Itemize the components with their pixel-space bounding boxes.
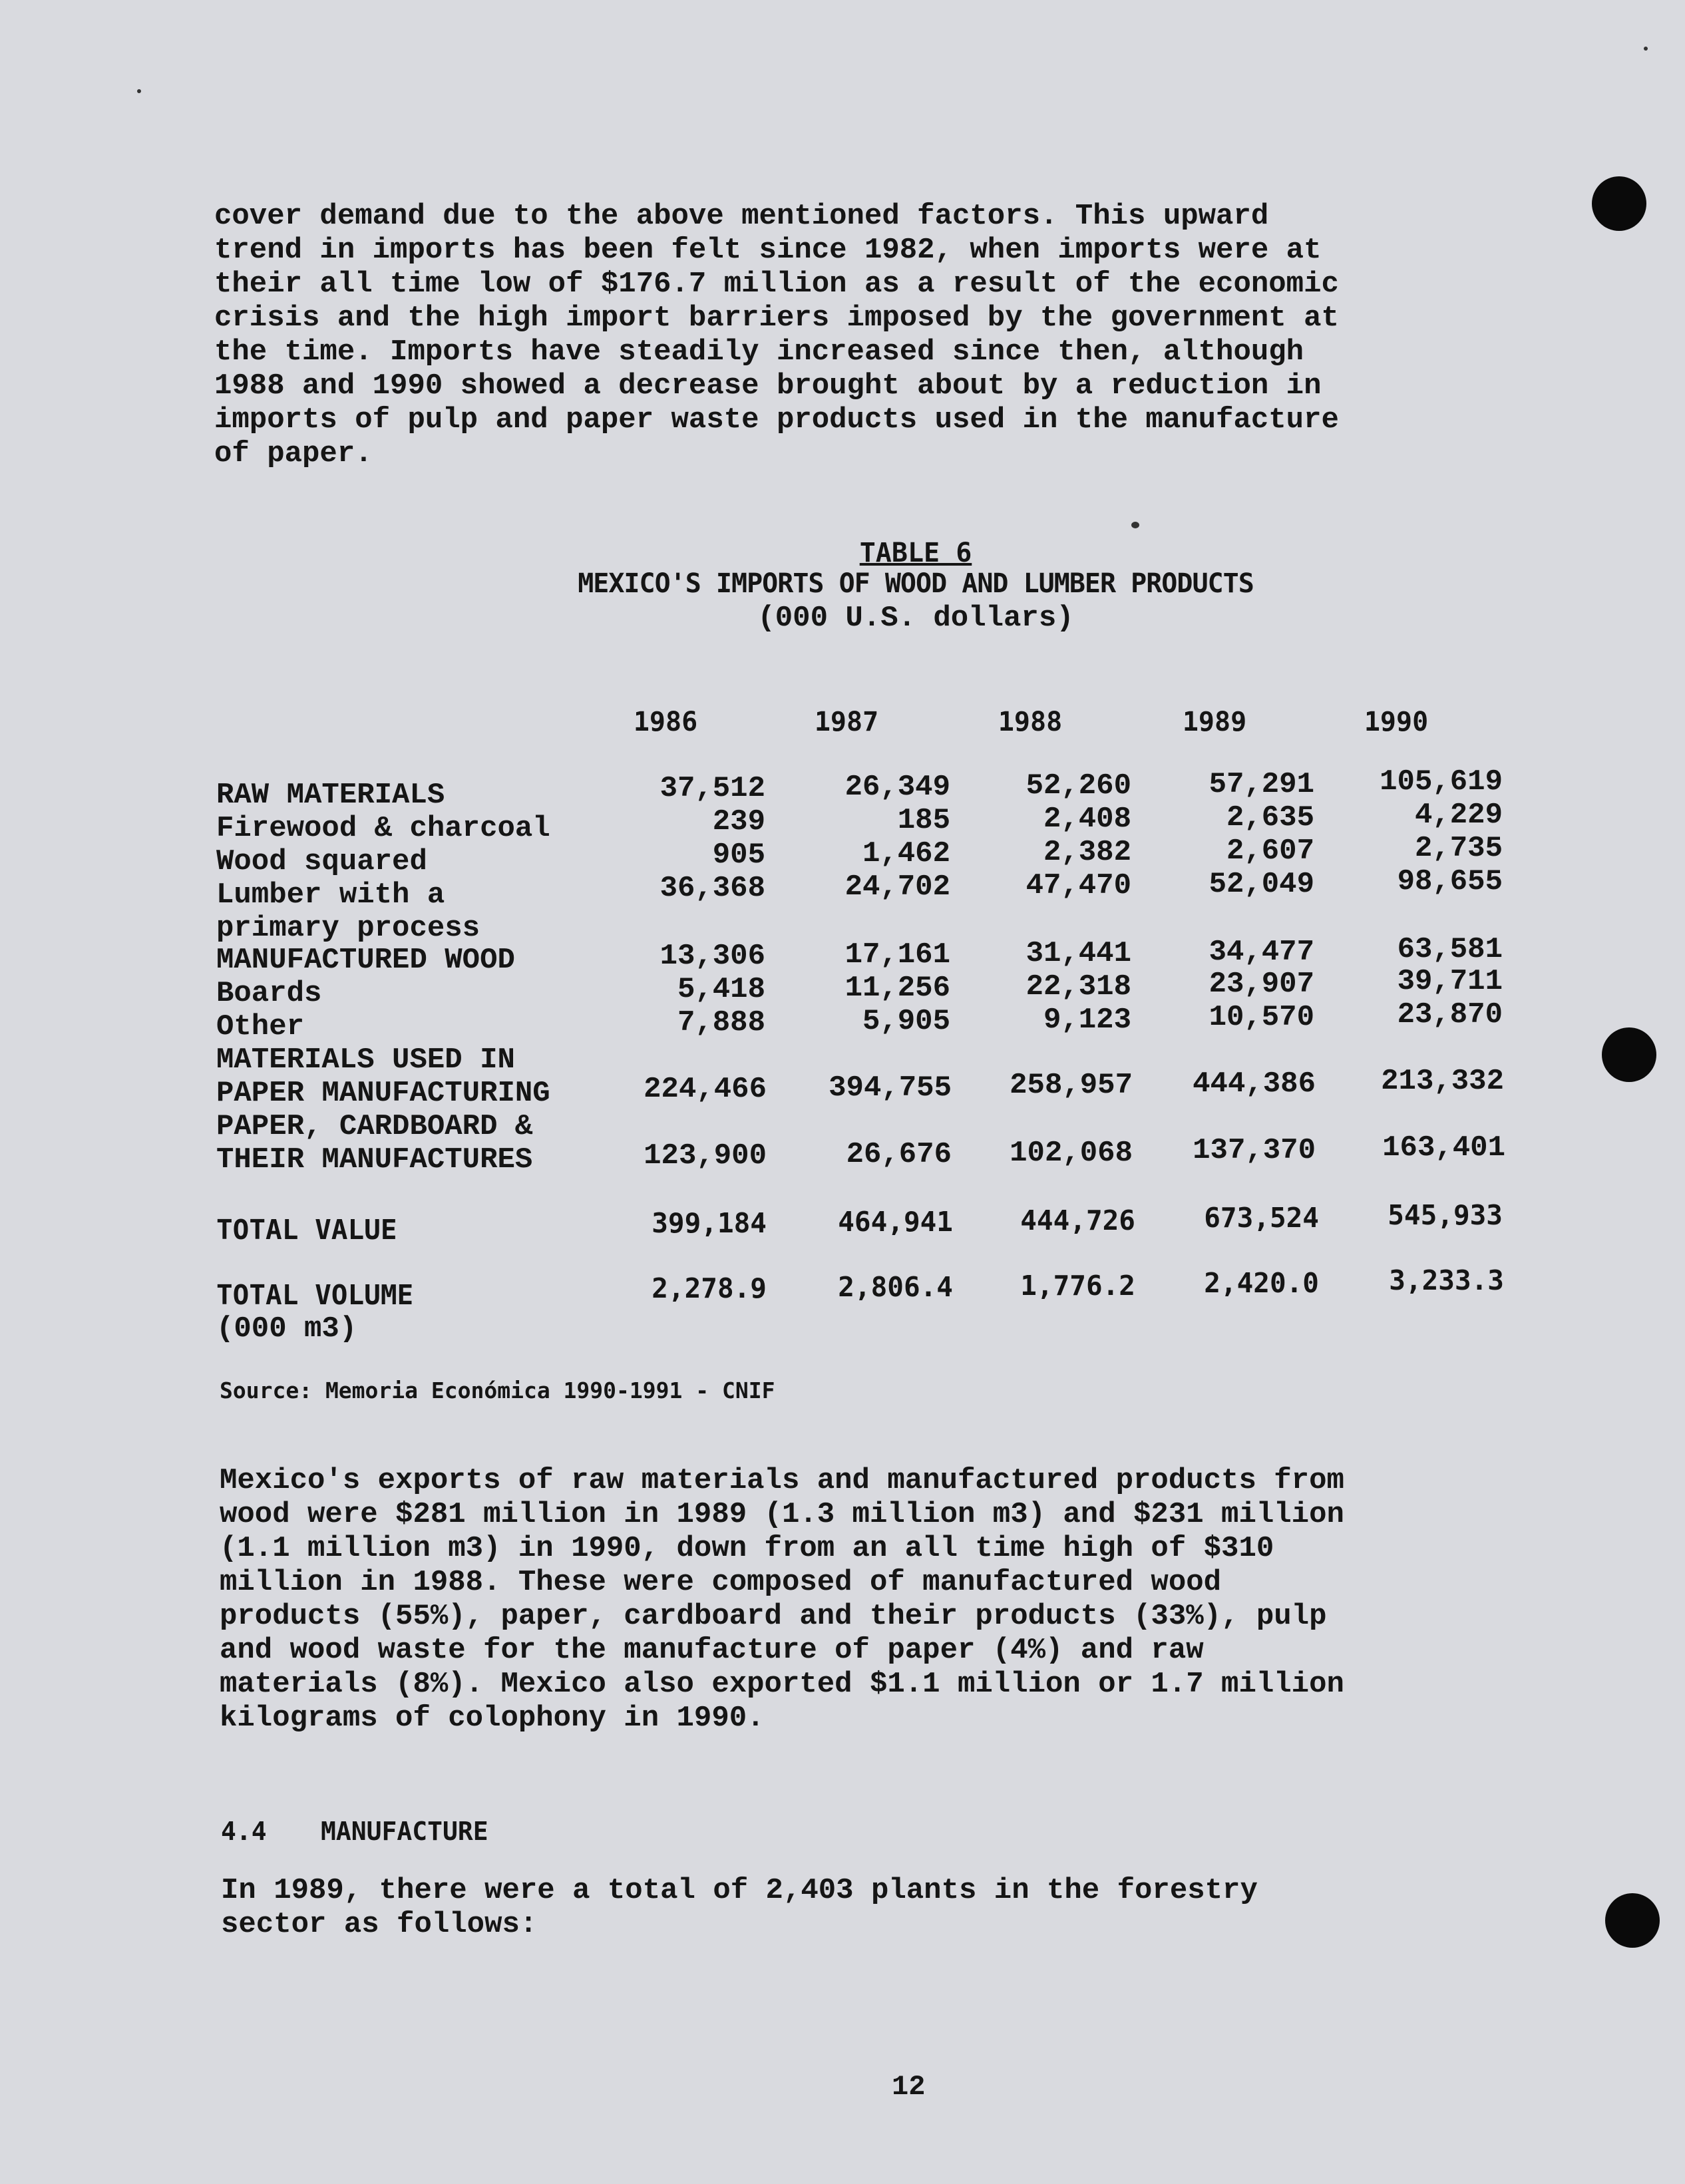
page-speck [1644,47,1648,51]
table-cell: 239 [712,805,765,838]
column-header-year: 1989 [1182,707,1247,737]
table-cell: 31,441 [1026,937,1131,970]
row-label: PAPER, CARDBOARD & [216,1110,533,1143]
table-cell: 1,776.2 [1020,1270,1135,1302]
manufacture-paragraph: In 1989, there were a total of 2,403 plants in the forestry sector as follows: [221,1874,1258,1941]
row-label: Boards [216,977,322,1010]
table-cell: 163,401 [1382,1131,1505,1165]
binder-hole-top [1592,176,1646,231]
table-cell: 98,655 [1397,865,1503,898]
table-cell: 9,123 [1043,1003,1131,1037]
table-cell: 673,524 [1204,1202,1319,1234]
table-cell: 2,420.0 [1204,1267,1319,1299]
table-cell: 24,702 [844,870,950,904]
exports-paragraph: Mexico's exports of raw materials and manufactured products from wood were $281 million in 1989 (1.3 million m3) and $231 million (1.1 million m3) in 1990, down from an all time high of $310 million in 1988. These were composed of manufactured wood products (55%), paper, cardboard and their products (33%), pulp and wood waste for the manufacture of paper (4%) and raw materials (8%). Mexico also exported $1.1 million or 1.7 million kilograms of colophony in 1990. [220,1464,1344,1735]
table-cell: 2,278.9 [652,1272,767,1304]
table-cell: 52,049 [1209,868,1314,901]
table-cell: 123,900 [644,1139,767,1173]
row-label-line2: THEIR MANUFACTURES [216,1143,533,1177]
table-cell: 394,755 [829,1071,952,1105]
table-cell: 47,470 [1026,869,1131,902]
page-speck [1131,522,1139,528]
table-cell: 37,512 [659,772,765,805]
row-label-line2: primary process [216,912,480,945]
intro-paragraph: cover demand due to the above mentioned factors. This upward trend in imports has been felt since 1982, when imports were at their all time low of $176.7 million as a result of the economic crisis and the high import barriers imposed by the government at the time. Imports have steadily increased since then, although 1988 and 1990 showed a decrease brought about by a reduction in imports of pulp and paper waste products used in the manufacture of paper. [214,200,1339,470]
table-cell: 36,368 [659,872,765,905]
column-header-year: 1988 [998,707,1063,737]
table-cell: 34,477 [1209,936,1314,969]
table-cell: 224,466 [644,1073,767,1106]
row-label-line2: PAPER MANUFACTURING [216,1077,550,1110]
table-units: (000 U.S. dollars) [757,602,1074,635]
table-cell: 905 [712,838,765,872]
table-cell: 1,462 [862,837,950,870]
table-cell: 4,229 [1414,799,1503,832]
row-label: Other [216,1010,305,1043]
table-cell: 545,933 [1388,1199,1503,1231]
binder-hole-middle [1602,1027,1656,1082]
table-cell: 23,870 [1397,998,1503,1031]
table-cell: 5,905 [862,1005,950,1038]
table-cell: 3,233.3 [1389,1264,1504,1296]
total-value-label: TOTAL VALUE [216,1214,397,1246]
table-cell: 23,907 [1209,968,1314,1001]
table-cell: 464,941 [838,1206,953,1238]
table-cell: 258,957 [1010,1069,1133,1102]
table-cell: 102,068 [1010,1137,1133,1170]
section-number: 4.4 [221,1817,267,1846]
column-header-year: 1987 [814,707,879,737]
table-cell: 13,306 [659,940,765,973]
total-volume-unit: (000 m3) [216,1312,357,1346]
table-label: TABLE 6 [859,538,972,568]
row-label: MANUFACTURED WOOD [216,944,515,977]
table-cell: 22,318 [1026,970,1131,1003]
table-cell: 57,291 [1209,768,1314,801]
table-cell: 213,332 [1381,1065,1504,1098]
table-cell: 2,806.4 [838,1271,953,1303]
page-speck [137,89,141,93]
column-header-year: 1990 [1364,707,1429,737]
table-cell: 39,711 [1397,965,1503,998]
table-cell: 185 [897,804,950,837]
row-label: Lumber with a [216,878,445,912]
row-label: RAW MATERIALS [216,779,445,812]
table-cell: 2,635 [1226,801,1314,834]
table-cell: 5,418 [677,973,765,1006]
table-cell: 63,581 [1397,933,1503,966]
table-cell: 17,161 [844,938,950,972]
table-cell: 10,570 [1209,1001,1314,1034]
section-title: MANUFACTURE [321,1817,488,1846]
row-label: MATERIALS USED IN [216,1043,515,1077]
table-cell: 7,888 [677,1006,765,1039]
table-cell: 399,184 [652,1207,767,1239]
total-volume-label: TOTAL VOLUME [216,1279,414,1311]
table-cell: 137,370 [1193,1134,1316,1167]
table-cell: 2,382 [1043,836,1131,869]
section-heading [221,1817,488,1846]
table-title: MEXICO'S IMPORTS OF WOOD AND LUMBER PRODUCTS [578,568,1254,599]
column-header-year: 1986 [633,707,698,737]
binder-hole-bottom [1605,1893,1660,1948]
table-source: Source: Memoria Económica 1990-1991 - CNIF [220,1377,775,1403]
page-number: 12 [892,2071,926,2103]
table-cell: 11,256 [844,972,950,1005]
table-cell: 26,676 [846,1138,952,1171]
table-cell: 105,619 [1380,765,1503,799]
row-label: Wood squared [216,845,427,878]
table-cell: 2,607 [1226,834,1314,868]
table-cell: 444,386 [1193,1067,1316,1101]
table-cell: 444,726 [1020,1204,1135,1236]
table-cell: 2,408 [1043,803,1131,836]
table-cell: 52,260 [1026,769,1131,803]
table-cell: 2,735 [1414,832,1503,865]
table-cell: 26,349 [844,771,950,804]
row-label: Firewood & charcoal [216,812,550,845]
